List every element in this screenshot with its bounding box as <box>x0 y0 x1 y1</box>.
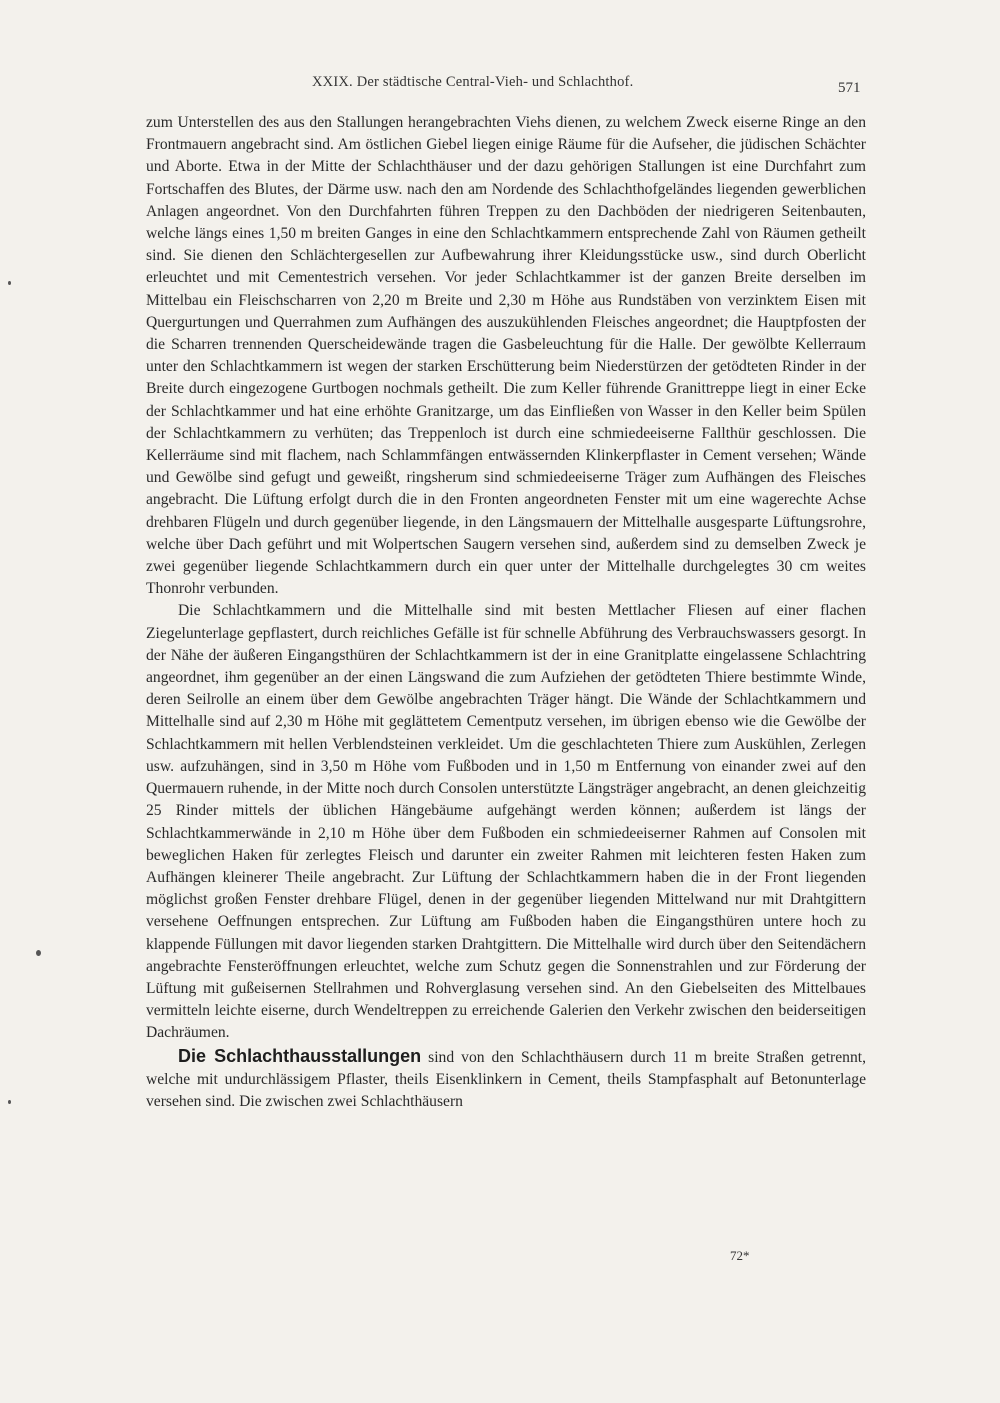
running-title: XXIX. Der städtische Central-Vieh- und Schlachthof. <box>312 74 634 90</box>
section-heading: Die Schlachthausstallungen <box>178 1045 422 1066</box>
paragraph: Die Schlachtkammern und die Mittelhalle sind mit besten Mettlacher Fliesen auf einer flachen Ziegelunterlage gepflastert, durch reichliches Gefälle ist für schnelle Abführung des Verbrauchswassers gesorgt. In der Nähe der äußeren Eingangsthüren der Schlachtkammern ist der in eine Granitplatte eingelassene Schlachtring angeordnet, ihm gegenüber an der einen Längswand die zum Aufziehen der getödteten Thiere bestimmte Winde, deren Seilrolle an einem über dem Gewölbe angebrachten Träger hängt. Die Wände der Schlachtkammern und Mittelhalle sind auf 2,30 m Höhe mit geglättetem Cementputz versehen, im übrigen ebenso wie die Gewölbe der Schlachtkammern mit hellen Verblendsteinen verkleidet. Um die geschlachteten Thiere zum Auskühlen, Zerlegen usw. aufzuhängen, sind in 3,50 m Höhe vom Fußboden und in 1,50 m Entfernung von einander zwei auf den Quermauern ruhende, in der Mitte noch durch Consolen unterstützte Längsträger angebracht, an denen gleichzeitig 25 Rinder mittels der üblichen Hängebäume aufgehängt werden können; außerdem ist längs der Schlachtkammerwände in 2,10 m Höhe über dem Fußboden ein schmiedeeiserner Rahmen auf Consolen mit beweglichen Haken für zerlegtes Fleisch und darunter ein zweiter Rahmen mit leichteren festen Haken zum Aufhängen kleinerer Theile angebracht. Zur Lüftung der Schlachtkammern haben die in der Front liegenden möglichst großen Fenster drehbare Flügel, denen in der gegenüber liegenden Mittelwand nur mit Drahtgittern versehene Oeffnungen entsprechen. Zur Lüftung am Fußboden haben die Eingangsthüren untere hoch zu klappende Füllungen mit davor liegenden starken Drahtgittern. Die Mittelhalle wird durch über den Seitendächern angebrachte Fensteröffnungen erleuchtet, welche zum Schutz gegen die Sonnenstrahlen und zur Förderung der Lüftung mit gußeisernen Stellrahmen und Rohverglasung versehen sind. An den Giebelseiten des Mittelbaues vermitteln leichte eiserne, durch Wendeltreppen zu erreichende Galerien den Verkehr zwischen den beiderseitigen Dachräumen. <box>146 602 866 1042</box>
body-text <box>146 112 866 1113</box>
paragraph: zum Unterstellen des aus den Stallungen herangebrachten Viehs dienen, zu welchem Zweck eiserne Ringe an den Frontmauern angebracht sind. Am östlichen Giebel liegen einige Räume für die Aufseher, die jüdischen Schächter und Aborte. Etwa in der Mitte der Schlachthäuser und der dazu gehörigen Stallungen ist eine Durchfahrt zum Fortschaffen des Blutes, der Därme usw. nach den am Nordende des Schlachthofgeländes liegenden gewerblichen Anlagen angeordnet. Von den Durchfahrten führen Treppen zu den Dachböden der niedrigeren Seitenbauten, welche längs eines 1,50 m breiten Ganges in eine den Schlachtkammern entsprechende Zahl von Räumen getheilt sind. Sie dienen den Schlächtergesellen zur Aufbewahrung ihrer Kleidungsstücke usw., sind durch Oberlicht erleuchtet und mit Cementestrich versehen. Vor jeder Schlachtkammer ist der ganzen Breite derselben im Mittelbau ein Fleischscharren von 2,20 m Breite und 2,30 m Höhe aus Rundstäben von verzinktem Eisen mit Quergurtungen und Querrahmen zum Aufhängen des auszukühlenden Fleisches angeordnet; die Hauptpfosten der die Scharren trennenden Querscheidewände tragen die Gasbeleuchtung für die Halle. Der gewölbte Kellerraum unter den Schlachtkammern ist wegen der starken Erschütterung beim Niederstürzen der getödteten Rinder in der Breite durch eingezogene Gurtbogen nochmals getheilt. Die zum Keller führende Granittreppe liegt in einer Ecke der Schlachtkammer und hat eine erhöhte Granitzarge, um das Einfließen von Wasser in den Keller beim Spülen der Schlachtkammern zu verhüten; das Treppenloch ist durch eine schmiedeeiserne Fallthür geschlossen. Die Kellerräume sind mit flachem, nach Schlammfängen entwässernden Klinkerpflaster in Cement versehen; Wände und Gewölbe sind gefugt und geweißt, ringsherum sind schmiedeeiserne Träger zum Aufhängen des Fleisches angebracht. Die Lüftung erfolgt durch die in den Fronten angeordneten Fenster mit um eine wagerechte Achse drehbaren Flügeln und durch gegenüber liegende, in den Längsmauern der Mittelhalle ausgesparte Lüftungsrohre, welche über Dach geführt und mit Wolpertschen Saugern versehen sind, außerdem sind zu demselben Zweck je zwei gegenüber liegende Schlachtkammern durch ein quer unter der Mittelhalle durchgelegtes 30 cm weites Thonrohr verbunden. <box>146 114 866 598</box>
page-number: 571 <box>838 80 861 96</box>
margin-speck <box>36 950 41 956</box>
margin-speck <box>8 281 11 285</box>
margin-speck <box>8 1100 11 1104</box>
signature-mark: 72* <box>730 1248 750 1263</box>
paragraph <box>146 1045 866 1114</box>
paragraph-text: sind von den Schlachthäusern durch 11 m breite Straßen getrennt, welche mit undurchlässigem Pflaster, theils Eisenklinkern in Cement, theils Stampfasphalt auf Betonunterlage versehen sind. Die zwischen zwei Schlachthäusern <box>146 1048 866 1110</box>
